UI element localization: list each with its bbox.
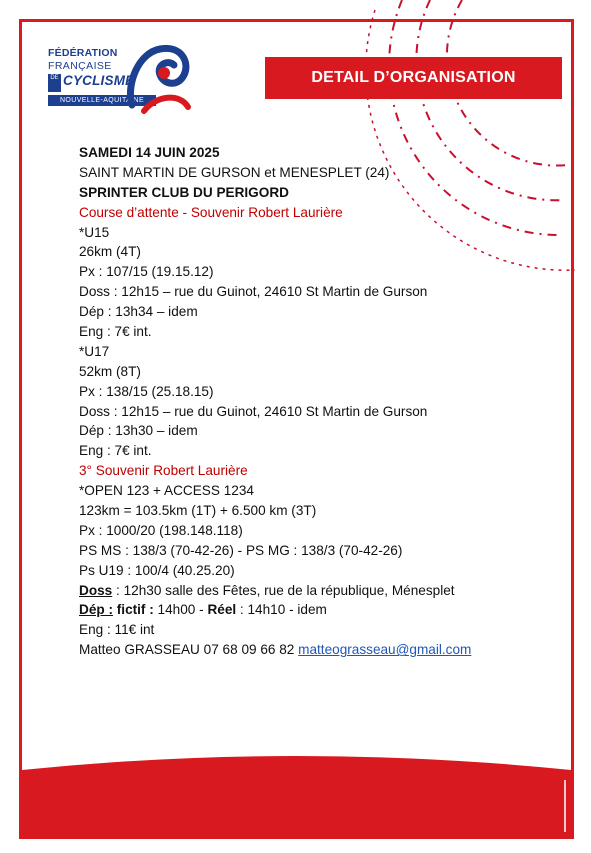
contact-text: Matteo GRASSEAU 07 68 09 66 82 [79,642,299,658]
u17-category: *U17 [79,343,110,359]
u17-prize: Px : 138/15 (25.18.15) [79,383,214,399]
u17-doss: Doss : 12h15 – rue du Guinot, 24610 St Martin de Gurson [79,403,428,419]
u17-distance: 52km (8T) [79,363,141,379]
banner-title: DETAIL D’ORGANISATION [265,57,562,99]
open-category: *OPEN 123 + ACCESS 1234 [79,483,254,499]
logo-de: DE [48,74,61,92]
u15-doss: Doss : 12h15 – rue du Guinot, 24610 St Martin de Gurson [79,284,428,300]
ffc-logo [44,45,194,127]
race2-title: 3° Souvenir Robert Laurière [79,463,248,479]
open-prize: Px : 1000/20 (198.148.118) [79,522,243,538]
contact-line [79,640,559,660]
open-doss [79,581,559,601]
logo-line4: NOUVELLE-AQUITAINE [48,95,156,106]
u15-dep: Dép : 13h34 – idem [79,304,198,320]
logo-line2: FRANÇAISE [48,60,112,72]
event-location: SAINT MARTIN DE GURSON et MENESPLET (24) [79,164,390,180]
event-club: SPRINTER CLUB DU PERIGORD [79,184,289,200]
race1-title: Course d’attente - Souvenir Robert Laurière [79,204,343,220]
open-distance: 123km = 103.5km (1T) + 6.500 km (3T) [79,503,317,519]
logo-line1: FÉDÉRATION [48,47,118,59]
event-details [79,143,559,660]
open-dep-reel-value: : 14h10 - idem [236,602,327,618]
open-dep-reel-label: Réel [207,602,237,618]
u15-prize: Px : 107/15 (19.15.12) [79,264,214,280]
open-ps: PS MS : 138/3 (70-42-26) - PS MG : 138/3 (70-42-26) [79,542,403,558]
logo-line3: CYCLISME [63,73,135,88]
event-date: SAMEDI 14 JUIN 2025 [79,145,220,160]
cyclist-logo-icon [124,45,194,117]
u17-eng: Eng : 7€ int. [79,443,152,459]
open-dep [79,600,559,620]
u15-category: *U15 [79,224,110,240]
open-eng: Eng : 11€ int [79,622,155,638]
open-dep-fictif-time: 14h00 - [153,602,208,618]
open-ps-u19: Ps U19 : 100/4 (40.25.20) [79,562,235,578]
open-doss-label: Doss [79,582,113,598]
open-dep-fictif: fictif : [112,602,154,618]
u15-eng: Eng : 7€ int. [79,324,152,340]
open-doss-value: : 12h30 salle des Fêtes, rue de la république, Ménesplet [112,582,455,598]
contact-email-link[interactable]: matteograsseau@gmail.com [298,642,472,658]
u15-distance: 26km (4T) [79,244,141,260]
open-dep-label: Dép : [79,602,113,618]
u17-dep: Dép : 13h30 – idem [79,423,198,439]
